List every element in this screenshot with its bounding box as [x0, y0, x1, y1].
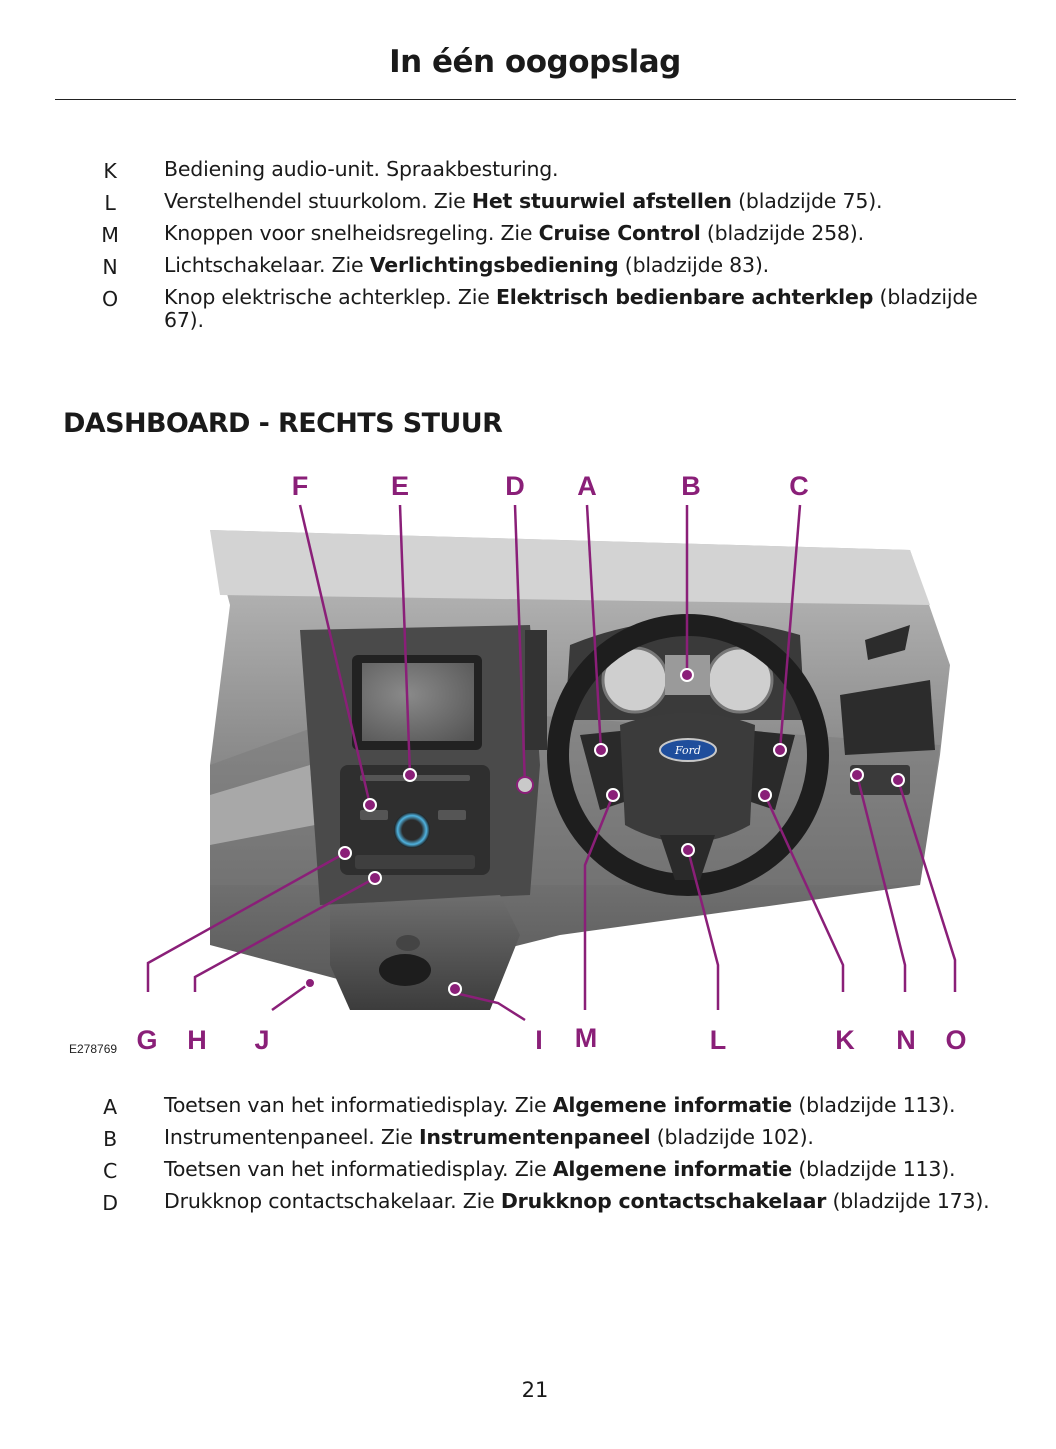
legend-item: [0, 286, 1056, 332]
legend-ref-link[interactable]: Algemene informatie: [552, 1093, 792, 1117]
legend-item: [0, 190, 1056, 213]
callout-dot: [682, 844, 694, 856]
legend-text: Toetsen van het informatiedisplay. Zie: [164, 1093, 553, 1117]
center-vent: [525, 630, 547, 750]
callout-label-j: J: [254, 1025, 270, 1055]
callout-label-h: H: [187, 1025, 207, 1055]
callout-dot: [364, 799, 376, 811]
callout-label-o: O: [945, 1025, 967, 1055]
callout-label-l: L: [709, 1025, 727, 1055]
legend-text: Lichtschakelaar. Zie: [164, 253, 370, 277]
legend-bottom: [0, 1094, 1056, 1222]
legend-ref-link[interactable]: Algemene informatie: [552, 1157, 792, 1181]
figure-id: E278769: [69, 1042, 118, 1056]
legend-text: Bediening audio-unit. Spraakbesturing.: [164, 157, 559, 181]
legend-ref-link[interactable]: Cruise Control: [538, 221, 701, 245]
legend-key: A: [103, 1095, 117, 1119]
legend-key: L: [104, 191, 116, 215]
legend-suffix: (bladzijde 173).: [826, 1189, 990, 1213]
infotainment-screen: [362, 663, 474, 741]
legend-item: [0, 1190, 1056, 1213]
audio-button: [438, 810, 466, 820]
callout-dot: [774, 744, 786, 756]
legend-item: [0, 1094, 1056, 1117]
callout-dot: [607, 789, 619, 801]
callout-dot: [759, 789, 771, 801]
callout-dot: [369, 872, 381, 884]
callout-label-f: F: [291, 471, 309, 501]
audio-button: [360, 810, 388, 820]
ford-badge-text: Ford: [675, 744, 701, 757]
title-divider: [55, 99, 1016, 100]
climate-buttons: [355, 855, 475, 869]
legend-item: [0, 158, 1056, 181]
callout-dot: [892, 774, 904, 786]
legend-ref-link[interactable]: Instrumentenpaneel: [418, 1125, 651, 1149]
wheel-hub: [620, 713, 755, 843]
legend-ref-link[interactable]: Elektrisch bedienbare achterklep: [495, 285, 874, 309]
legend-key: C: [102, 1159, 118, 1183]
callout-dot: [517, 777, 533, 793]
legend-text: Toetsen van het informatiedisplay. Zie: [164, 1157, 553, 1181]
legend-suffix: (bladzijde 113).: [792, 1093, 956, 1117]
page-number: 21: [521, 1378, 549, 1402]
legend-item: [0, 1158, 1056, 1181]
callout-dot: [681, 669, 693, 681]
legend-suffix: (bladzijde 83).: [618, 253, 769, 277]
legend-suffix: (bladzijde 113).: [792, 1157, 956, 1181]
callout-label-i: I: [535, 1025, 543, 1055]
legend-key: D: [102, 1191, 118, 1215]
legend-item: [0, 1126, 1056, 1149]
legend-key: N: [102, 255, 118, 279]
legend-ref-link[interactable]: Het stuurwiel afstellen: [471, 189, 732, 213]
callout-dot: [339, 847, 351, 859]
gear-selector: [379, 954, 431, 986]
callout-dot: [851, 769, 863, 781]
legend-text: Instrumentenpaneel. Zie: [164, 1125, 419, 1149]
legend-key: B: [103, 1127, 117, 1151]
callout-label-c: C: [789, 471, 809, 501]
legend-key: K: [103, 159, 117, 183]
callout-label-g: G: [136, 1025, 158, 1055]
callout-dot: [449, 983, 461, 995]
callout-line-j: [272, 983, 310, 1010]
legend-suffix: (bladzijde 67).: [164, 285, 978, 332]
legend-item: [0, 254, 1056, 277]
page-title: In één oogopslag: [389, 44, 681, 80]
dashboard-illustration: [60, 465, 1020, 1065]
callout-label-k: K: [835, 1025, 855, 1055]
callout-label-d: D: [505, 471, 525, 501]
legend-text: Verstelhendel stuurkolom. Zie: [164, 189, 472, 213]
callout-label-m: M: [574, 1023, 598, 1053]
callout-label-n: N: [896, 1025, 916, 1055]
callout-label-b: B: [681, 471, 701, 501]
legend-suffix: (bladzijde 258).: [700, 221, 864, 245]
callout-dot: [404, 769, 416, 781]
legend-ref-link[interactable]: Drukknop contactschakelaar: [500, 1189, 827, 1213]
callout-dot: [305, 978, 315, 988]
center-console: [330, 895, 520, 1010]
legend-text: Knoppen voor snelheidsregeling. Zie: [164, 221, 539, 245]
callout-label-e: E: [390, 471, 410, 501]
dash-top: [210, 530, 930, 605]
legend-text: Knop elektrische achterklep. Zie: [164, 285, 496, 309]
section-heading: DASHBOARD - RECHTS STUUR: [63, 408, 503, 439]
legend-suffix: (bladzijde 75).: [731, 189, 883, 213]
gear-knob-top: [396, 935, 420, 951]
legend-text: Drukknop contactschakelaar. Zie: [164, 1189, 501, 1213]
legend-key: O: [102, 287, 118, 311]
legend-top: [0, 158, 1056, 341]
legend-suffix: (bladzijde 102).: [650, 1125, 814, 1149]
legend-key: M: [101, 223, 119, 247]
dashboard-figure: [60, 465, 1020, 1065]
legend-item: [0, 222, 1056, 245]
legend-ref-link[interactable]: Verlichtingsbediening: [369, 253, 619, 277]
callout-dot: [595, 744, 607, 756]
audio-knob: [394, 812, 430, 848]
callout-label-a: A: [577, 471, 597, 501]
